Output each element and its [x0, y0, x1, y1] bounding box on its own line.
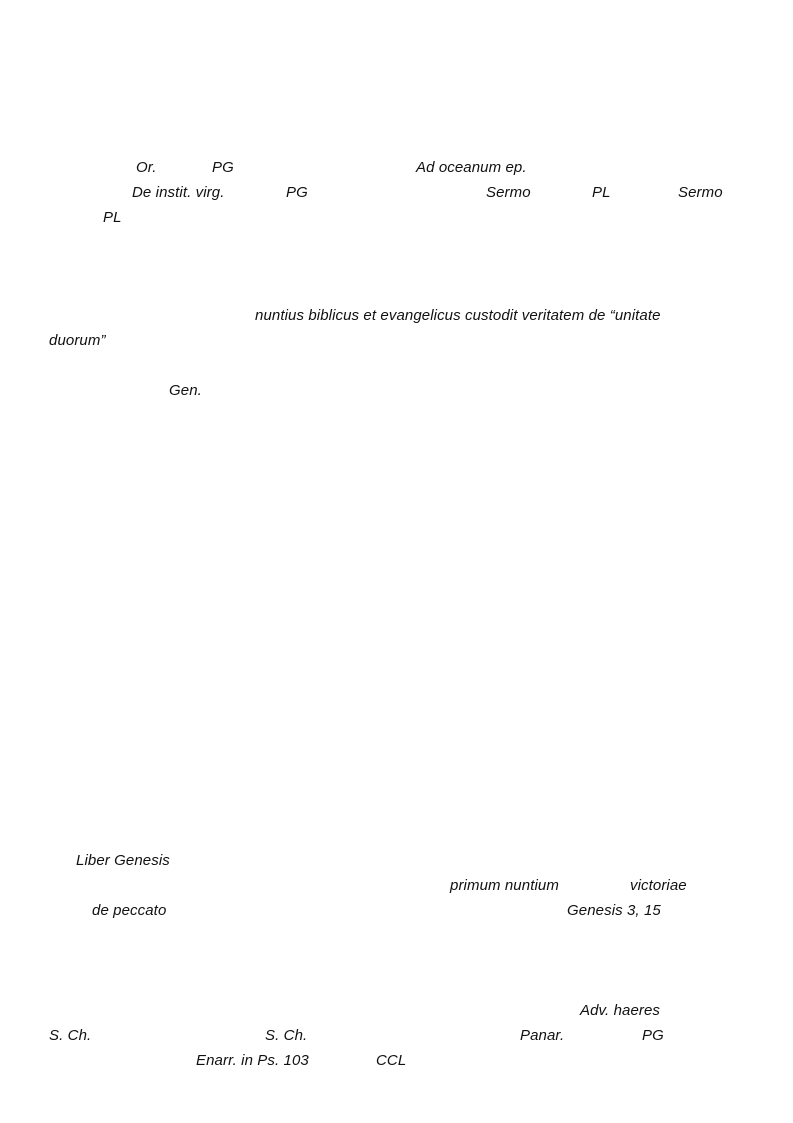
- citation-panar: Panar.: [520, 1027, 565, 1044]
- citation-ad-oceanum: Ad oceanum ep.: [416, 159, 527, 176]
- citation-genesis-3-15: Genesis 3, 15: [567, 902, 661, 919]
- citation-pl: PL: [592, 184, 611, 201]
- phrase-victoriae: victoriae: [630, 877, 687, 894]
- citation-de-instit-virg: De instit. virg.: [132, 184, 225, 201]
- citation-s-ch: S. Ch.: [49, 1027, 92, 1044]
- latin-quote-end: duorum”: [49, 332, 106, 349]
- citation-pg: PG: [642, 1027, 664, 1044]
- book-title-liber-genesis: Liber Genesis: [76, 852, 170, 869]
- citation-pg: PG: [212, 159, 234, 176]
- citation-enarr-in-ps: Enarr. in Ps. 103: [196, 1052, 309, 1069]
- citation-s-ch: S. Ch.: [265, 1027, 308, 1044]
- phrase-de-peccato: de peccato: [92, 902, 167, 919]
- citation-pg: PG: [286, 184, 308, 201]
- citation-ccl: CCL: [376, 1052, 407, 1069]
- phrase-primum-nuntium: primum nuntium: [450, 877, 559, 894]
- citation-or: Or.: [136, 159, 157, 176]
- citation-pl: PL: [103, 209, 122, 226]
- citation-sermo: Sermo: [678, 184, 723, 201]
- citation-adv-haeres: Adv. haeres: [580, 1002, 661, 1019]
- citation-gen: Gen.: [169, 382, 202, 399]
- citation-sermo: Sermo: [486, 184, 531, 201]
- latin-quote: nuntius biblicus et evangelicus custodit veritatem de “unitate: [255, 307, 661, 324]
